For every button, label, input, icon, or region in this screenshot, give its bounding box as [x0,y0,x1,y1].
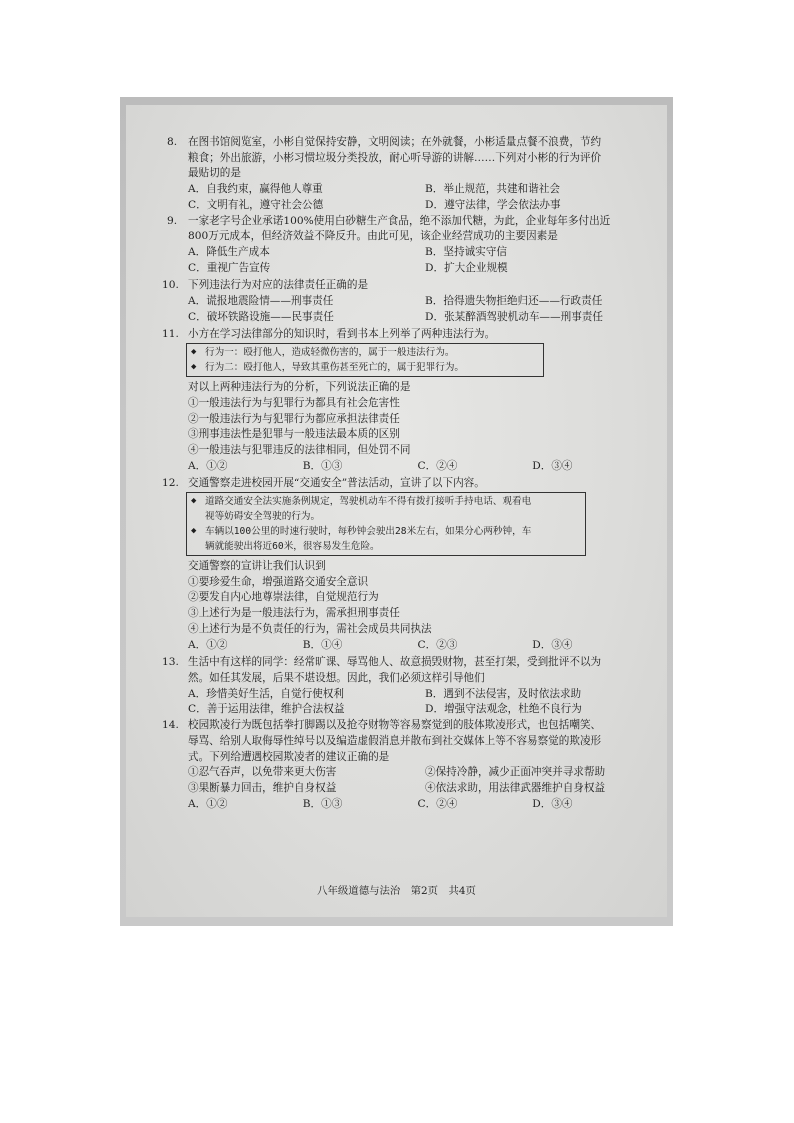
question-number: 14. [162,719,179,732]
question-number: 10. [162,279,179,292]
question-stem-line: 交通警察走进校园开展“交通安全”普法活动，宣讲了以下内容。 [188,477,485,490]
question-10 [126,278,667,325]
option-row [188,310,647,326]
choice-row [188,638,647,654]
choice-row [188,459,647,475]
question-12 [126,476,667,492]
option-row [188,261,647,277]
question-stem-line: 粮食；外出旅游，小彬习惯垃圾分类投放，耐心听导游的讲解……下列对小彬的行为评价 [188,151,602,164]
option-row [188,687,647,703]
statement: ②一般违法行为与犯罪行为都应承担法律责任 [188,412,400,425]
option-row [188,294,647,310]
statement: ②保持冷静，减少正面冲突并寻求帮助 [425,766,606,779]
statement: ④上述行为是不负责任的行为，需社会成员共同执法 [188,622,432,635]
question-stem-line: 式。下列给遭遇校园欺凌者的建议正确的是 [188,750,390,763]
photo-background [120,97,673,926]
box-text: 车辆以100公里的时速行驶时，每秒钟会驶出28米左右，如果分心两秒钟，车 [205,526,532,538]
option-d[interactable]: D．遵守法律，学会依法办事 [425,198,561,211]
exam-page [126,105,667,917]
choice-c[interactable]: C．②④ [417,797,458,810]
statement: ④依法求助，用法律武器维护自身权益 [425,781,606,794]
option-row [188,245,647,261]
statement: ②要发自内心地尊崇法律，自觉规范行为 [188,591,379,604]
option-row [188,702,647,718]
diamond-bullet-icon: ◆ [191,496,197,507]
choice-row [188,797,647,813]
choice-d[interactable]: D．③④ [532,797,573,810]
question-11 [126,327,667,343]
statement: ①一般违法行为与犯罪行为都具有社会危害性 [188,396,400,409]
box-text: 辆就能驶出将近60米，很容易发生危险。 [205,541,380,553]
option-c[interactable]: C．善于运用法律，维护合法权益 [188,703,345,716]
choice-c[interactable]: C．②③ [417,638,458,651]
choice-b[interactable]: B．①③ [302,459,343,472]
page-footer: 八年级道德与法治 第2页 共4页 [317,885,476,897]
option-b[interactable]: B．坚持诚实守信 [425,245,507,258]
box-text: 道路交通安全法实施条例规定，驾驶机动车不得有拨打接听手持电话、观看电 [205,496,532,508]
question-number: 8. [167,136,178,148]
statement: ①要珍爱生命，增强道路交通安全意识 [188,575,369,588]
question-9 [126,214,667,277]
question-12-body [126,559,667,653]
question-stem-line: 一家老字号企业承诺100%使用白砂糖生产食品，绝不添加代糖，为此，企业每年多付出近 [188,214,611,227]
choice-a[interactable]: A．①② [188,797,228,810]
question-stem-line: 然。如任其发展，后果不堪设想。因此，我们必须这样引导他们 [188,671,485,684]
box-item [191,524,581,554]
material-box [186,492,586,556]
statement-row [188,765,647,781]
question-number: 11. [162,328,179,341]
question-stem-line: 最贴切的是 [188,167,241,180]
option-a[interactable]: A．降低生产成本 [188,245,270,258]
diamond-bullet-icon: ◆ [191,347,197,358]
box-item [191,360,539,375]
question-stem-line: 生活中有这样的同学：经常旷课、辱骂他人、故意损毁财物，甚至打架，受到批评不以为 [188,656,602,669]
statement-row [188,781,647,797]
option-b[interactable]: B．拾得遗失物拒绝归还——行政责任 [425,295,603,308]
option-b[interactable]: B．遇到不法侵害，及时依法求助 [425,687,582,700]
choice-c[interactable]: C．②④ [417,459,458,472]
question-number: 9. [167,214,178,227]
option-c[interactable]: C．重视广告宣传 [188,261,271,274]
option-a[interactable]: A．珍惜美好生活，自觉行使权利 [188,687,344,700]
question-number: 12. [162,477,179,490]
option-row [188,182,647,198]
statement: ④一般违法与犯罪违反的法律相同，但处罚不同 [188,443,411,456]
statement: ③刑事违法性是犯罪与一般违法最本质的区别 [188,428,400,441]
box-text: 行为一：殴打他人，造成轻微伤害的，属于一般违法行为。 [205,347,455,359]
question-prompt: 交通警察的宣讲让我们认识到 [188,560,326,573]
question-prompt: 对以上两种违法行为的分析，下列说法正确的是 [188,381,411,394]
option-d[interactable]: D．扩大企业规模 [425,261,508,274]
option-d[interactable]: D．张某醉酒驾驶机动车——刑事责任 [425,310,603,323]
option-row [188,198,647,214]
box-item [191,494,581,524]
option-d[interactable]: D．增强守法观念，杜绝不良行为 [425,703,582,716]
question-stem-line: 800万元成本，但经济效益不降反升。由此可见，该企业经营成功的主要因素是 [188,230,558,243]
statement: ③上述行为是一般违法行为，需承担刑事责任 [188,607,400,620]
option-c[interactable]: C．破坏铁路设施——民事责任 [188,310,334,323]
question-13 [126,655,667,718]
question-stem-line: 在图书馆阅览室，小彬自觉保持安静，文明阅读；在外就餐，小彬适量点餐不浪费，节约 [188,136,602,148]
box-text: 行为二：殴打他人，导致其重伤甚至死亡的，属于犯罪行为。 [205,362,465,374]
choice-a[interactable]: A．①② [188,638,228,651]
question-8 [126,135,667,214]
question-stem-line: 辱骂、给别人取侮辱性绰号以及编造虚假消息并散布到社交媒体上等不容易察觉的欺凌形 [188,734,602,747]
material-box [186,343,544,377]
statement: ①忍气吞声，以免带来更大伤害 [188,766,337,779]
question-stem-line: 下列违法行为对应的法律责任正确的是 [188,279,369,292]
question-stem-line: 校园欺凌行为既包括拳打脚踢以及抢夺财物等容易察觉到的肢体欺凌形式，也包括嘲笑、 [188,719,602,732]
box-item [191,345,539,360]
option-c[interactable]: C．文明有礼，遵守社会公德 [188,198,324,211]
statement: ③果断暴力回击，维护自身权益 [188,781,337,794]
option-b[interactable]: B．举止规范，共建和谐社会 [425,183,560,196]
question-14 [126,718,667,812]
question-stem-line: 小方在学习法律部分的知识时，看到书本上列举了两种违法行为。 [188,328,496,341]
choice-b[interactable]: B．①④ [302,638,343,651]
choice-d[interactable]: D．③④ [532,638,573,651]
exam-content [126,105,667,812]
box-text: 视等妨碍安全驾驶的行为。 [205,511,321,523]
question-number: 13. [162,656,179,669]
question-11-body [126,380,667,474]
option-a[interactable]: A．谎报地震险情——刑事责任 [188,295,334,308]
option-a[interactable]: A．自我约束，赢得他人尊重 [188,183,323,196]
choice-d[interactable]: D．③④ [532,459,573,472]
diamond-bullet-icon: ◆ [191,362,197,373]
choice-a[interactable]: A．①② [188,459,228,472]
diamond-bullet-icon: ◆ [191,526,197,537]
choice-b[interactable]: B．①③ [302,797,343,810]
